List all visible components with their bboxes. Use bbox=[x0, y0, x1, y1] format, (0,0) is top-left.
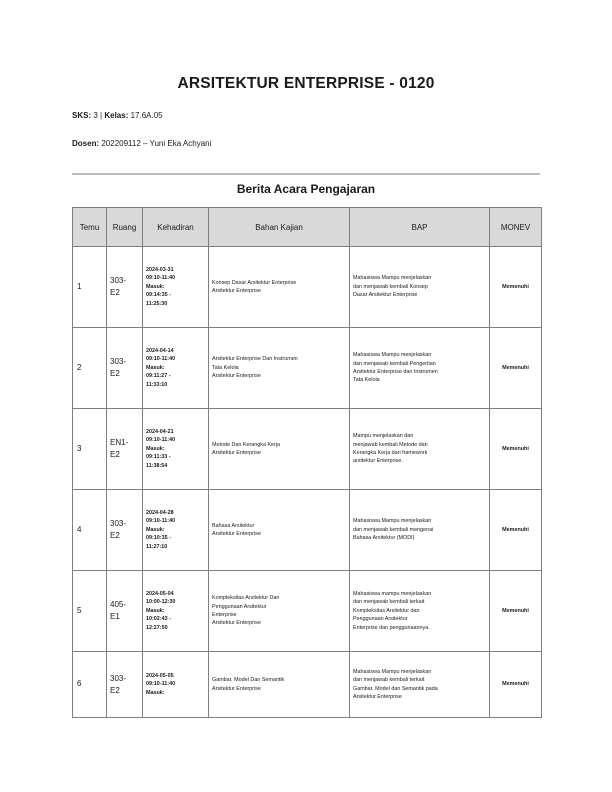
section-title: Berita Acara Pengajaran bbox=[236, 182, 376, 196]
cell-monev-text: Memenuhi bbox=[502, 526, 529, 533]
lecturer-info-line bbox=[72, 139, 211, 148]
cell-kehadiran-text: 2024-04-28 09:10-11:40 Masuk: 09:10:35 - 11:27:10 bbox=[146, 510, 176, 550]
cell-ruang-text: 303- E2 bbox=[110, 519, 127, 540]
cell-monev bbox=[490, 652, 542, 718]
cell-bahan-kajian bbox=[209, 652, 350, 718]
cell-monev bbox=[490, 490, 542, 571]
cell-ruang-text: 303- E2 bbox=[110, 276, 127, 297]
cell-temu bbox=[73, 652, 107, 718]
cell-bap-text: Mahasiswa Mampu menjelaskan dan menjawab kembali Pengertian Arsitektur Enterprise dan Instrumen Tata Kelola bbox=[353, 352, 438, 384]
cell-temu-text: 5 bbox=[77, 605, 82, 615]
table-row bbox=[73, 571, 542, 652]
column-header-bahan-kajian: Bahan Kajian bbox=[209, 208, 350, 247]
cell-kehadiran-text: 2024-04-21 09:10-11:40 Masuk: 09:11:33 - 11:38:54 bbox=[146, 429, 176, 469]
cell-monev bbox=[490, 409, 542, 490]
cell-ruang-text: 405- E1 bbox=[110, 600, 127, 621]
course-info-line bbox=[72, 111, 163, 120]
cell-ruang bbox=[107, 571, 143, 652]
cell-temu-text: 3 bbox=[77, 443, 82, 453]
cell-bahan-kajian-text: Arsitektur Enterprise Dan Instrumen Tata Kelola Arsitektur Enterprise bbox=[212, 356, 298, 380]
sks-value: 3 | bbox=[93, 111, 105, 120]
cell-bahan-kajian bbox=[209, 247, 350, 328]
cell-bahan-kajian bbox=[209, 409, 350, 490]
cell-kehadiran bbox=[143, 490, 209, 571]
table-row bbox=[73, 490, 542, 571]
cell-kehadiran bbox=[143, 247, 209, 328]
cell-kehadiran-text: 2024-04-14 09:10-11:40 Masuk: 09:11:27 - 11:33:10 bbox=[146, 348, 176, 388]
cell-bap-text: Mahasiswa Mampu menjelaskan dan menjawab kembali mengenai Bahasa Arsitektur (MODI) bbox=[353, 518, 434, 542]
cell-bahan-kajian-text: Metode Dan Kerangka Kerja Arsitektur Enterprise bbox=[212, 441, 281, 456]
cell-ruang-text: 303- E2 bbox=[110, 357, 127, 378]
table-row bbox=[73, 247, 542, 328]
cell-bap bbox=[350, 490, 490, 571]
cell-temu bbox=[73, 247, 107, 328]
cell-bap bbox=[350, 571, 490, 652]
horizontal-divider bbox=[72, 173, 540, 175]
cell-bap bbox=[350, 409, 490, 490]
cell-temu-text: 2 bbox=[77, 362, 82, 372]
column-header-temu: Temu bbox=[73, 208, 107, 247]
cell-temu-text: 4 bbox=[77, 524, 82, 534]
cell-temu bbox=[73, 328, 107, 409]
cell-monev bbox=[490, 247, 542, 328]
table-row bbox=[73, 409, 542, 490]
column-header-monev: MONEV bbox=[490, 208, 542, 247]
table-body bbox=[73, 247, 542, 718]
cell-monev-text: Memenuhi bbox=[502, 607, 529, 614]
cell-monev-text: Memenuhi bbox=[502, 681, 529, 688]
cell-bahan-kajian bbox=[209, 571, 350, 652]
column-header-kehadiran: Kehadiran bbox=[143, 208, 209, 247]
cell-bahan-kajian-text: Gambar, Model Dan Semantik Arsitektur Enterprise bbox=[212, 677, 285, 692]
cell-temu bbox=[73, 409, 107, 490]
cell-ruang bbox=[107, 409, 143, 490]
cell-kehadiran-text: 2024-03-31 09:10-11:40 Masuk: 09:14:35 - 11:25:30 bbox=[146, 267, 176, 307]
cell-bap bbox=[350, 652, 490, 718]
cell-kehadiran-text: 2024-05-05 09:10-11:40 Masuk: bbox=[146, 672, 176, 696]
cell-bahan-kajian-text: Bahasa Arsitektur Arsitektur Enterprise bbox=[212, 522, 261, 537]
cell-bap bbox=[350, 328, 490, 409]
cell-kehadiran bbox=[143, 328, 209, 409]
cell-ruang-text: EN1- E2 bbox=[110, 438, 129, 459]
sks-label: SKS: bbox=[72, 111, 92, 120]
cell-temu bbox=[73, 571, 107, 652]
column-header-bap: BAP bbox=[350, 208, 490, 247]
cell-temu-text: 6 bbox=[77, 679, 82, 689]
cell-monev-text: Memenuhi bbox=[502, 364, 529, 371]
cell-kehadiran bbox=[143, 571, 209, 652]
cell-temu bbox=[73, 490, 107, 571]
cell-ruang-text: 303- E2 bbox=[110, 673, 127, 695]
cell-bahan-kajian bbox=[209, 328, 350, 409]
cell-monev bbox=[490, 571, 542, 652]
cell-ruang bbox=[107, 328, 143, 409]
cell-ruang bbox=[107, 247, 143, 328]
column-header-ruang: Ruang bbox=[107, 208, 143, 247]
cell-bap-text: Mahasiswa Mampu menjelaskan dan menjawab kembali terkait Gambar, Model dan Semantik pada Arsitektur Enterprise bbox=[353, 668, 438, 700]
dosen-value: 202209112 – Yuni Eka Achyani bbox=[101, 139, 212, 148]
page-title: ARSITEKTUR ENTERPRISE - 0120 bbox=[177, 75, 435, 92]
cell-ruang bbox=[107, 490, 143, 571]
teaching-report-table bbox=[72, 207, 542, 718]
cell-bap-text: Mampu menjelaskan dan menjawab kembali Metode dan Kerangka Kerja dari framework arsitektur Enterprise. bbox=[353, 433, 428, 465]
table-header-row bbox=[73, 208, 542, 247]
kelas-label: Kelas: bbox=[104, 111, 129, 120]
table-row bbox=[73, 328, 542, 409]
cell-bahan-kajian-text: Kompleksitas Arsitektur Dan Penggunaan Arsitektur Enterprise Arsitektur Enterprise bbox=[212, 595, 280, 627]
cell-kehadiran bbox=[143, 652, 209, 718]
cell-ruang bbox=[107, 652, 143, 718]
cell-kehadiran bbox=[143, 409, 209, 490]
cell-monev-text: Memenuhi bbox=[502, 445, 529, 452]
cell-bap-text: Mahasiswa mampu menjelaskan dan menjawab kembali terkait Kompleksitas Arsitektur dan Penggunaan Arsitektur Enterprise dan penggunaannya. bbox=[353, 591, 432, 631]
dosen-label: Dosen: bbox=[72, 139, 100, 148]
cell-kehadiran-text: 2024-05-04 10:00-12:30 Masuk: 10:02:43 - 12:27:50 bbox=[146, 591, 176, 631]
cell-bap-text: Mahasiswa Mampu menjelaskan dan menjawab kembali Konsep Dasar Arsitektur Enterprise bbox=[353, 275, 432, 299]
cell-monev-text: Memenuhi bbox=[502, 283, 529, 290]
kelas-value: 17.6A.05 bbox=[130, 111, 163, 120]
cell-monev bbox=[490, 328, 542, 409]
cell-bap bbox=[350, 247, 490, 328]
cell-temu-text: 1 bbox=[77, 281, 82, 291]
cell-bahan-kajian bbox=[209, 490, 350, 571]
cell-bahan-kajian-text: Konsep Dasar Arsitektur Enterprise Arsitektur Enterprise bbox=[212, 279, 297, 294]
table-row bbox=[73, 652, 542, 718]
